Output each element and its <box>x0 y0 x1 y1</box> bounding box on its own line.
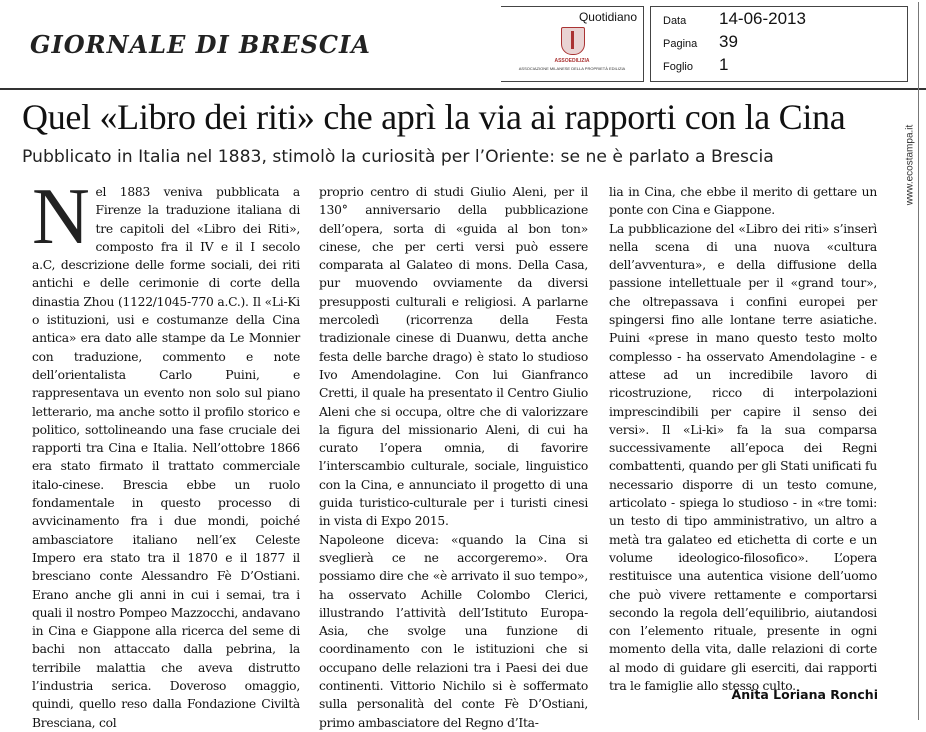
meta-data-label: Data <box>663 15 687 27</box>
newspaper-name: GIORNALE DI BRESCIA <box>30 30 371 59</box>
publication-type-box <box>501 6 644 82</box>
meta-data-value: 14-06-2013 <box>719 9 806 28</box>
column-1-text: el 1883 veniva pubblicata a Firenze la traduzione italiana di tre capitoli del «Libro dei Riti», composto fra il IV e il I secolo a.C, descrizione delle forme sociali, dei riti antichi e delle cerimonie di corte della dinastia Zhou (1122/1045-770 a.C.). Il «Li-Ki o istituzioni, usi e costumanze della Cina antica» era dato alle stampe da Le Monnier con traduzione, commento e note dell’orientalista Carlo Puini, e rappresentava un evento non solo sul piano letterario, ma anche sotto il profilo storico e politico, sottolineando una fase cruciale dei rapporti tra Cina e Italia. Nell’ottobre 1866 era stato firmato il trattato commerciale italo-cinese. Brescia ebbe un ruolo fondamentale in questo processo di avvicinamento fra i due mondi, poiché ambasciatore italiano nell’ex Celeste Impero era stato tra il 1870 e il 1877 il bresciano conte Alessandro Fè D’Ostiani. Erano anche gli anni in cui i semai, tra i quali il nostro Pompeo Mazzocchi, andavano in Cina e Giappone alla ricerca del seme di bachi non attaccato dalla pebrina, la terribile malattia che aveva distrutto l’industria serica. Doveroso omaggio, quindi, quello reso dalla Fondazione Civiltà Bresciana, col <box>32 185 300 730</box>
meta-row-pagina <box>663 32 903 54</box>
side-url-text: www.ecostampa.it <box>904 124 916 206</box>
masthead <box>0 0 926 88</box>
article-subtitle: Pubblicato in Italia nel 1883, stimolò la curiosità per l’Oriente: se ne è parlato a Brescia <box>22 147 774 167</box>
article-title: Quel «Libro dei riti» che aprì la via ai rapporti con la Cina <box>22 97 846 137</box>
meta-pagina-label: Pagina <box>663 38 698 50</box>
crest-subtitle: ASSOCIAZIONE MILANESE DELLA PROPRIETÀ EDILIZIA <box>518 66 626 71</box>
publication-type-label: Quotidiano <box>578 10 637 24</box>
meta-foglio-label: Foglio <box>663 61 693 73</box>
meta-box <box>650 6 908 82</box>
drop-cap: N <box>32 173 90 261</box>
crest-name: ASSOEDILIZIA <box>554 58 590 64</box>
column-3-paragraph-2: La pubblicazione del «Libro dei riti» s’inserì nella scena di una nuova «cultura dell’avventura», e della diffusione della passione intellettuale per il «grand tour», che oltrepassava i confini europei per spingersi fino alle lontane terre asiatiche. Puini «prese in mano questo testo molto complesso - ha osservato Amendolagine - e attese ad un incredibile lavoro di ricostruzione, ricco di interpolazioni imprescindibili per capire il senso dei versi». Il «Li-ki» fa la sua comparsa successivamente all’epoca dei Regni combattenti, quando per gli Stati unificati fu necessario disporre di un testo comune, articolato - spiega lo studioso - in «tre tomi: un testo di tipo amministrativo, un altro a metà tra galateo ed etichetta di corte e un volume ideologico-filosofico». L’opera restituisce una autentica visione dell’uomo che può vivere rettamente e comportarsi secondo la regola dell’equilibrio, aiutandosi con l’elemento rituale, presente in ogni momento della vita, dalle relazioni di corte al modo di guidare gli eserciti, dai rapporti tra le famiglie allo stesso culto. <box>609 221 877 694</box>
side-url <box>901 95 919 235</box>
article-column-3 <box>609 183 877 703</box>
article-author: Anita Loriana Ronchi <box>731 687 878 702</box>
article-column-2 <box>319 183 588 730</box>
meta-row-data <box>663 9 903 31</box>
crest-icon <box>561 27 585 55</box>
header-divider <box>0 88 926 90</box>
article-body <box>32 173 878 730</box>
column-3-paragraph-1: lia in Cina, che ebbe il merito di gettare un ponte con Cina e Giappone. <box>609 185 877 218</box>
meta-pagina-value: 39 <box>719 32 738 51</box>
column-2-paragraph-2: Napoleone diceva: «quando la Cina si sveglierà ce ne accorgeremo». Ora possiamo dire che «è arrivato il suo tempo», ha osservato Achille Colombo Clerici, illustrando l’attività dell’Istituto Europa-Asia, che svolge una funzione di coordinamento con le istituzioni che si occupano delle relazioni tra i Paesi dei due continenti. Vittorio Nichilo si è soffermato sulla personalità del conte Fè D’Ostiani, primo ambasciatore del Regno d’Ita- <box>319 532 588 730</box>
column-2-paragraph-1: proprio centro di studi Giulio Aleni, per il 130° anniversario della pubblicazione dell’opera, sorta di «guida al bon ton» cinese, che per certi versi può essere comparata al Galateo di mons. Della Casa, pur muovendo ovviamente da diversi presupposti culturali e religiosi. A parlarne mercoledì (ricorrenza della Festa tradizionale cinese di Duanwu, detta anche festa delle barche drago) è stato lo studioso Ivo Amendolagine. Con lui Gianfranco Cretti, il quale ha presentato il Centro Giulio Aleni che si occupa, oltre che di valorizzare la figura del missionario Aleni, di cui ha curato l’opera omnia, di favorire l’interscambio culturale, sociale, linguistico con la Cina, e annunciato il progetto di una guida turistico-culturale per i turisti cinesi in vista di Expo 2015. <box>319 185 588 529</box>
meta-row-foglio <box>663 55 903 77</box>
article-column-1 <box>32 173 300 730</box>
meta-foglio-value: 1 <box>719 55 729 74</box>
